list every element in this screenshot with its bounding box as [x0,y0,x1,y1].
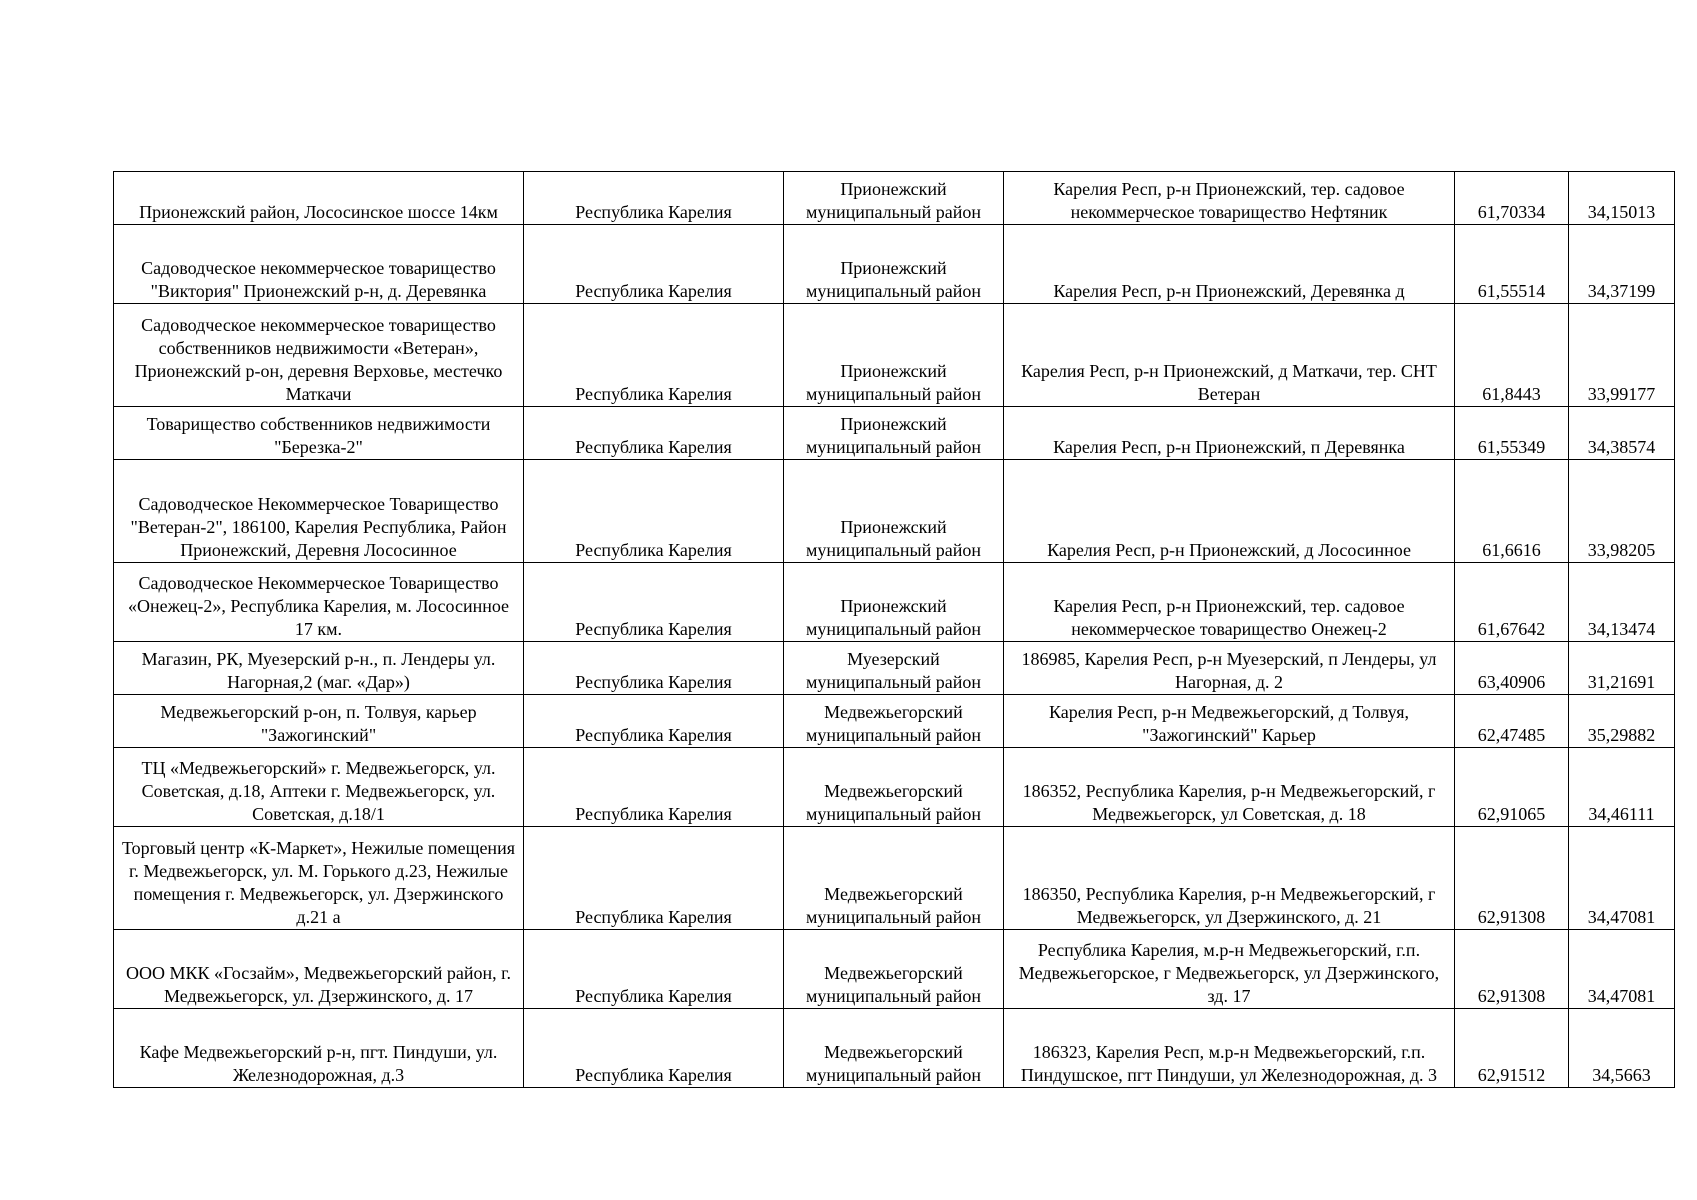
latitude-cell: 63,40906 [1455,642,1569,695]
table-row [114,642,1675,695]
object-name-cell: Товарищество собственников недвижимости "Березка-2" [114,407,524,460]
region-cell: Республика Карелия [524,827,784,930]
table-body [114,172,1675,1088]
longitude-cell: 31,21691 [1569,642,1675,695]
region-cell: Республика Карелия [524,225,784,304]
longitude-cell: 34,47081 [1569,930,1675,1009]
region-cell: Республика Карелия [524,407,784,460]
longitude-cell: 34,46111 [1569,748,1675,827]
municipality-cell: Медвежьегорский муниципальный район [784,827,1004,930]
address-cell: Карелия Респ, р-н Прионежский, д Маткачи, тер. СНТ Ветеран [1004,304,1455,407]
table-row [114,695,1675,748]
municipality-cell: Прионежский муниципальный район [784,304,1004,407]
object-name-cell: ООО МКК «Госзайм», Медвежьегорский район, г. Медвежьегорск, ул. Дзержинского, д. 17 [114,930,524,1009]
region-cell: Республика Карелия [524,695,784,748]
address-cell: Карелия Респ, р-н Прионежский, тер. садовое некоммерческое товарищество Онежец-2 [1004,563,1455,642]
latitude-cell: 62,91512 [1455,1009,1569,1088]
table-row [114,930,1675,1009]
object-name-cell: ТЦ «Медвежьегорский» г. Медвежьегорск, ул. Советская, д.18, Аптеки г. Медвежьегорск, ул. Советская, д.18/1 [114,748,524,827]
region-cell: Республика Карелия [524,460,784,563]
municipality-cell: Медвежьегорский муниципальный район [784,930,1004,1009]
object-name-cell: Торговый центр «К-Маркет», Нежилые помещения г. Медвежьегорск, ул. М. Горького д.23, Нежилые помещения г. Медвежьегорск, ул. Дзержинского д.21 а [114,827,524,930]
longitude-cell: 35,29882 [1569,695,1675,748]
address-cell: Карелия Респ, р-н Прионежский, д Лососинное [1004,460,1455,563]
table-row [114,304,1675,407]
region-cell: Республика Карелия [524,1009,784,1088]
region-cell: Республика Карелия [524,563,784,642]
longitude-cell: 33,98205 [1569,460,1675,563]
table-row [114,460,1675,563]
latitude-cell: 61,6616 [1455,460,1569,563]
municipality-cell: Медвежьегорский муниципальный район [784,1009,1004,1088]
municipality-cell: Прионежский муниципальный район [784,563,1004,642]
longitude-cell: 34,37199 [1569,225,1675,304]
longitude-cell: 33,99177 [1569,304,1675,407]
region-cell: Республика Карелия [524,930,784,1009]
address-cell: 186350, Республика Карелия, р-н Медвежьегорский, г Медвежьегорск, ул Дзержинского, д. 21 [1004,827,1455,930]
locations-table [113,171,1675,1088]
table-row [114,407,1675,460]
municipality-cell: Медвежьегорский муниципальный район [784,695,1004,748]
latitude-cell: 61,55349 [1455,407,1569,460]
object-name-cell: Садоводческое Некоммерческое Товарищество «Онежец-2», Республика Карелия, м. Лососинное 17 км. [114,563,524,642]
longitude-cell: 34,47081 [1569,827,1675,930]
longitude-cell: 34,38574 [1569,407,1675,460]
latitude-cell: 61,55514 [1455,225,1569,304]
address-cell: Карелия Респ, р-н Прионежский, тер. садовое некоммерческое товарищество Нефтяник [1004,172,1455,225]
municipality-cell: Прионежский муниципальный район [784,225,1004,304]
municipality-cell: Муезерский муниципальный район [784,642,1004,695]
address-cell: Карелия Респ, р-н Прионежский, Деревянка д [1004,225,1455,304]
table-row [114,1009,1675,1088]
address-cell: Карелия Респ, р-н Медвежьегорский, д Толвуя, "Зажогинский" Карьер [1004,695,1455,748]
municipality-cell: Прионежский муниципальный район [784,407,1004,460]
municipality-cell: Медвежьегорский муниципальный район [784,748,1004,827]
region-cell: Республика Карелия [524,748,784,827]
address-cell: Карелия Респ, р-н Прионежский, п Деревянка [1004,407,1455,460]
table-row [114,748,1675,827]
address-cell: 186352, Республика Карелия, р-н Медвежьегорский, г Медвежьегорск, ул Советская, д. 18 [1004,748,1455,827]
object-name-cell: Кафе Медвежьегорский р-н, пгт. Пиндуши, ул. Железнодорожная, д.3 [114,1009,524,1088]
latitude-cell: 62,91065 [1455,748,1569,827]
longitude-cell: 34,15013 [1569,172,1675,225]
latitude-cell: 61,8443 [1455,304,1569,407]
region-cell: Республика Карелия [524,304,784,407]
latitude-cell: 61,67642 [1455,563,1569,642]
table-row [114,563,1675,642]
object-name-cell: Медвежьегорский р-он, п. Толвуя, карьер "Зажогинский" [114,695,524,748]
municipality-cell: Прионежский муниципальный район [784,172,1004,225]
object-name-cell: Садоводческое некоммерческое товарищество "Виктория" Прионежский р-н, д. Деревянка [114,225,524,304]
region-cell: Республика Карелия [524,642,784,695]
region-cell: Республика Карелия [524,172,784,225]
latitude-cell: 61,70334 [1455,172,1569,225]
address-cell: Республика Карелия, м.р-н Медвежьегорский, г.п. Медвежьегорское, г Медвежьегорск, ул Дзержинского, зд. 17 [1004,930,1455,1009]
object-name-cell: Садоводческое некоммерческое товарищество собственников недвижимости «Ветеран», Прионежский р-он, деревня Верховье, местечко Маткачи [114,304,524,407]
table-row [114,827,1675,930]
municipality-cell: Прионежский муниципальный район [784,460,1004,563]
longitude-cell: 34,13474 [1569,563,1675,642]
longitude-cell: 34,5663 [1569,1009,1675,1088]
address-cell: 186323, Карелия Респ, м.р-н Медвежьегорский, г.п. Пиндушское, пгт Пиндуши, ул Железнодорожная, д. 3 [1004,1009,1455,1088]
address-cell: 186985, Карелия Респ, р-н Муезерский, п Лендеры, ул Нагорная, д. 2 [1004,642,1455,695]
object-name-cell: Садоводческое Некоммерческое Товарищество "Ветеран-2", 186100, Карелия Республика, Район Прионежский, Деревня Лососинное [114,460,524,563]
latitude-cell: 62,91308 [1455,827,1569,930]
object-name-cell: Прионежский район, Лососинское шоссе 14км [114,172,524,225]
table-row [114,172,1675,225]
object-name-cell: Магазин, РК, Муезерский р-н., п. Лендеры ул. Нагорная,2 (маг. «Дар») [114,642,524,695]
table-row [114,225,1675,304]
latitude-cell: 62,47485 [1455,695,1569,748]
latitude-cell: 62,91308 [1455,930,1569,1009]
